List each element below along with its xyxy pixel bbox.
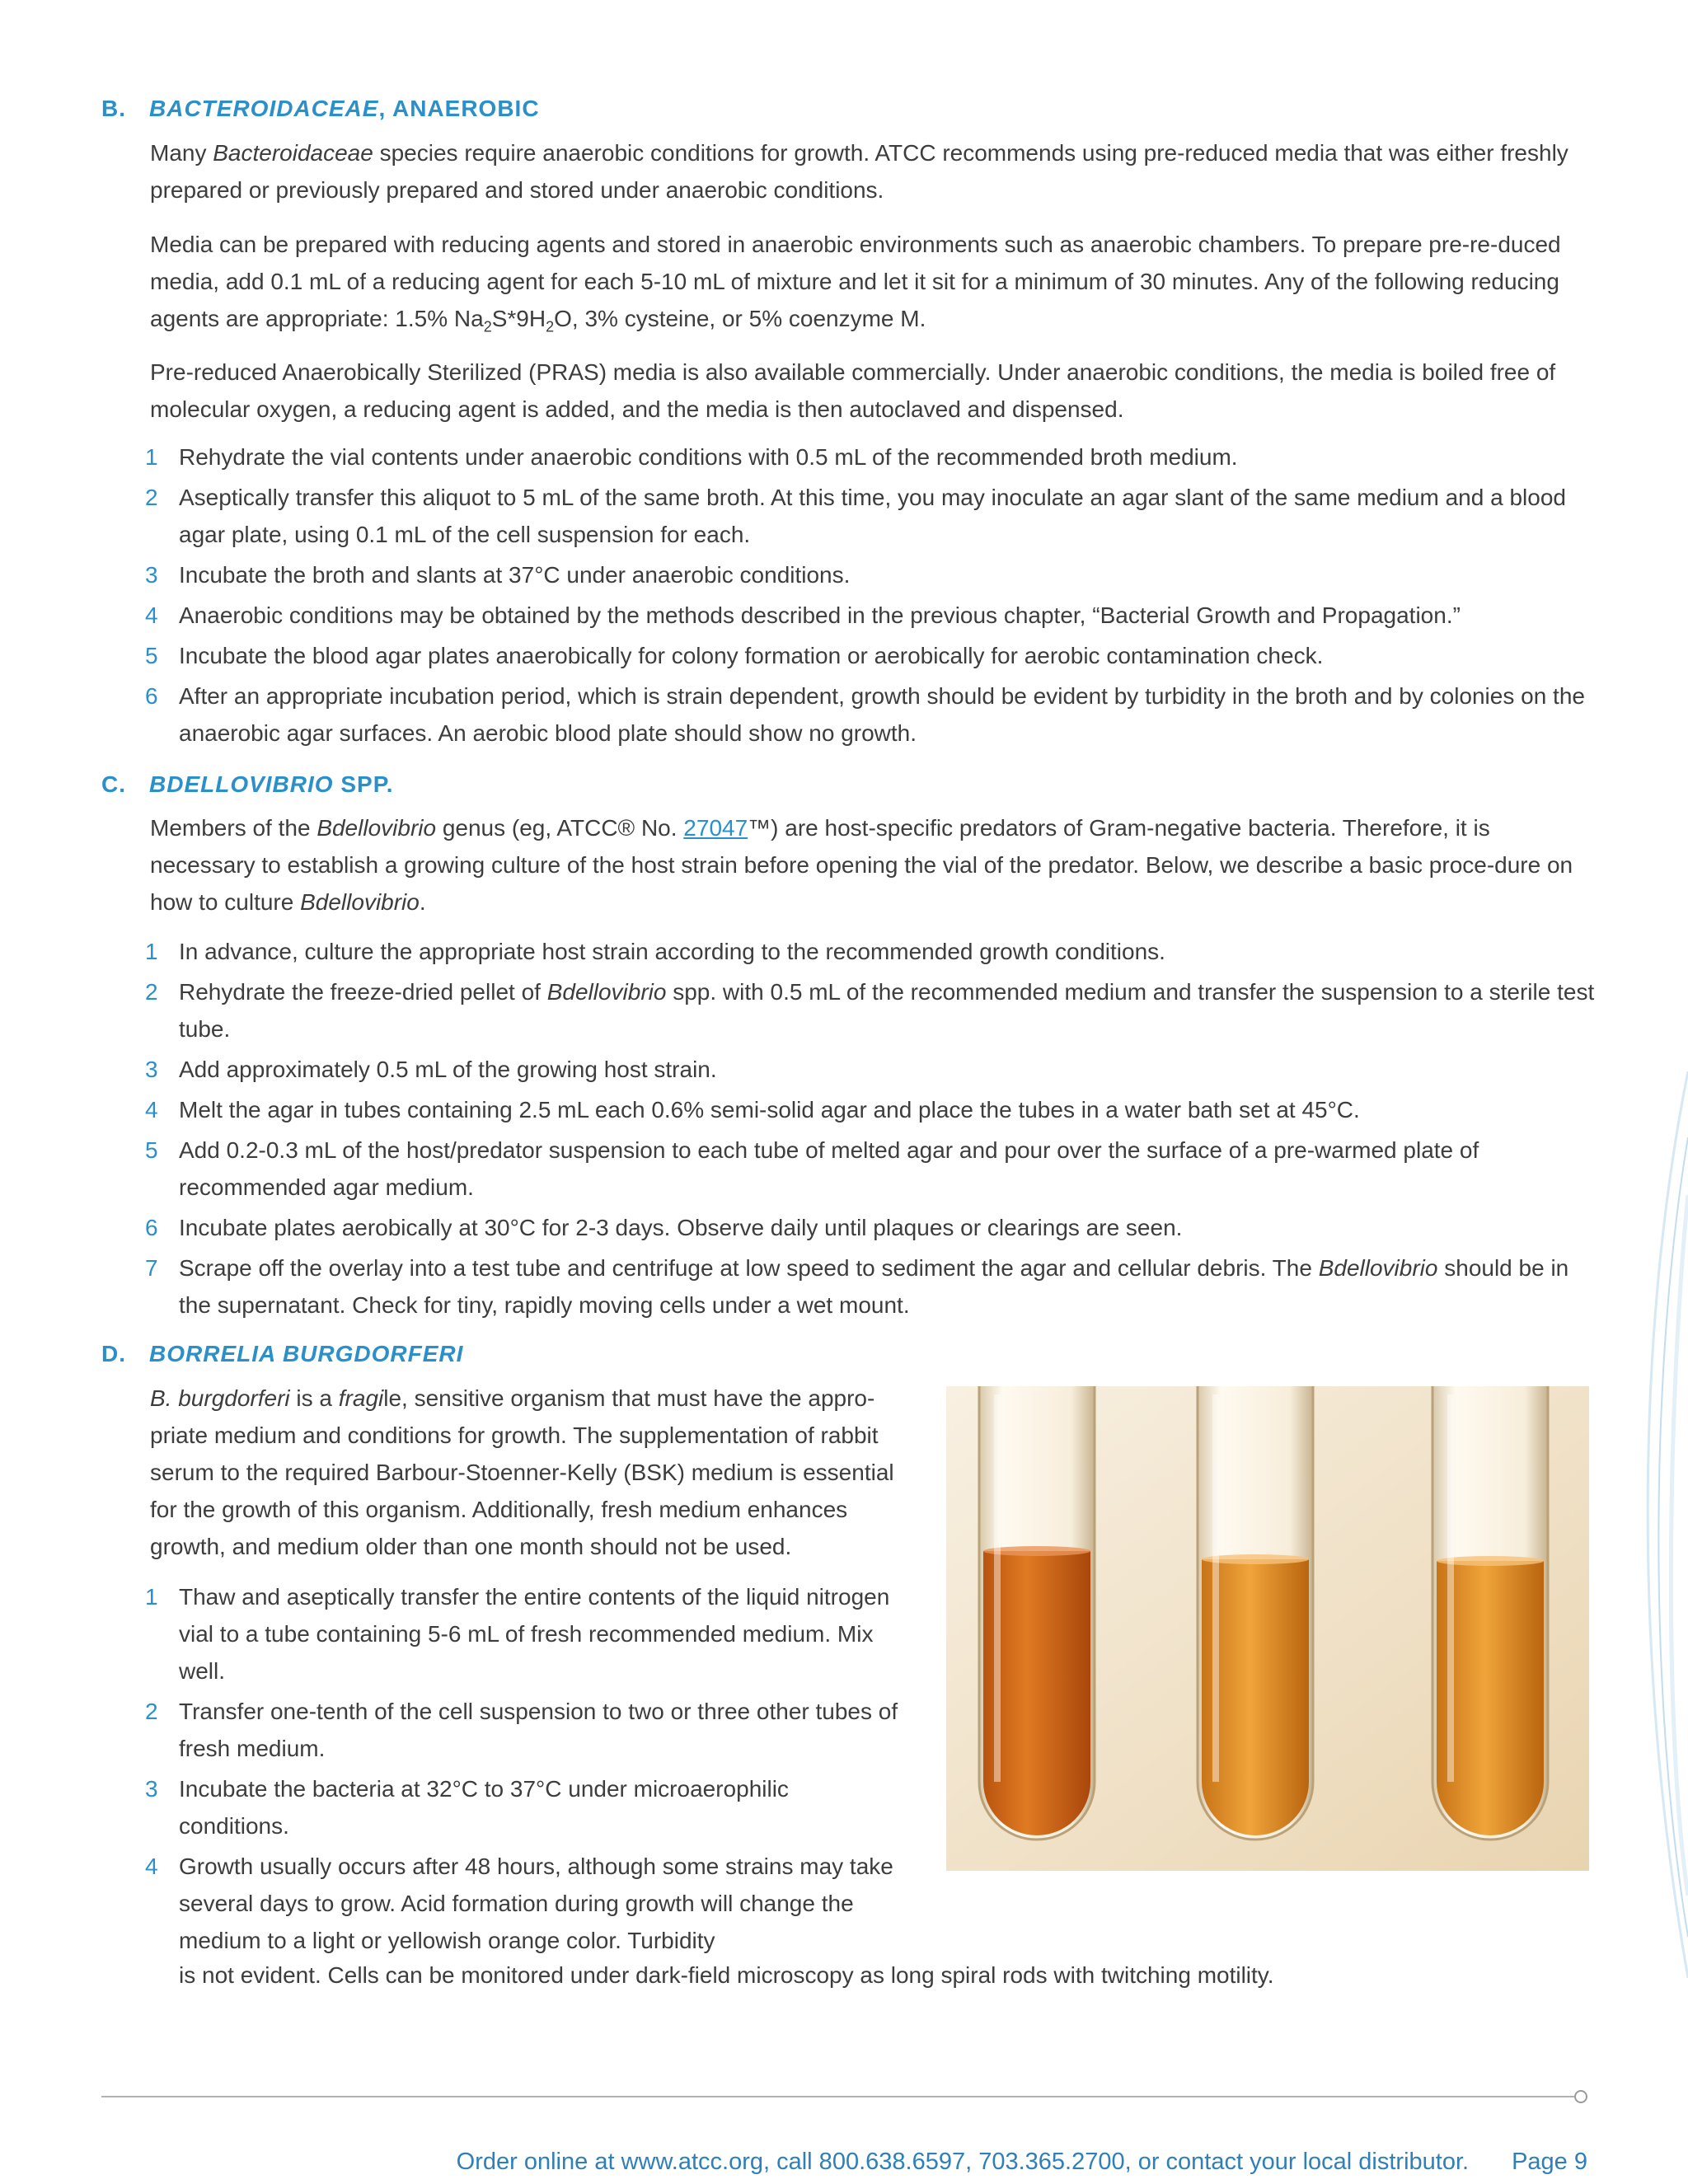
section-b-intro: Many Bacteroidaceae species require anaerobic conditions for growth. ATCC recommends using pre-reduced media that was either freshly prepared or previously prepared and stored under anaerobic conditions. — [150, 140, 1568, 203]
list-item: 2 Transfer one-tenth of the cell suspension to two or three other tubes of fresh medium. — [145, 1699, 898, 1761]
list-item: 1 In advance, culture the appropriate host strain according to the recommended growth conditions. — [145, 939, 1165, 964]
list-item: 1 Thaw and aseptically transfer the entire contents of the liquid nitrogen vial to a tube containing 5-6 mL of fresh recommended medium. Mix well. — [145, 1584, 890, 1684]
section-b-pras: Pre-reduced Anaerobically Sterilized (PRAS) media is also available commercially. Under anaerobic conditions, the media is boiled free of molecular oxygen, a reducing agent is added, and the media is then autoclaved and dispensed. — [150, 359, 1556, 422]
section-d-heading: D. BORRELIA BURGDORFERI — [101, 1341, 464, 1366]
culture-tubes-photo — [946, 1386, 1589, 1871]
list-item: 6 Incubate plates aerobically at 30°C for 2-3 days. Observe daily until plaques or clearings are seen. — [145, 1215, 1183, 1240]
section-c-steps — [145, 933, 1601, 1327]
list-item: 2 Aseptically transfer this aliquot to 5 mL of the same broth. At this time, you may inoculate an agar slant of the same medium and a blood agar plate, using 0.1 mL of the cell suspension for each. — [145, 485, 1566, 547]
list-item: 4 Anaerobic conditions may be obtained by the methods described in the previous chapter, “Bacterial Growth and Propagation.” — [145, 602, 1461, 628]
list-item: 3 Incubate the broth and slants at 37°C under anaerobic conditions. — [145, 562, 851, 588]
atcc-27047-link[interactable]: 27047 — [683, 815, 748, 841]
list-item: 1 Rehydrate the vial contents under anaerobic conditions with 0.5 mL of the recommended broth medium. — [145, 444, 1238, 470]
list-item: 3 Add approximately 0.5 mL of the growing host strain. — [145, 1057, 717, 1082]
section-d-intro: B. burgdorferi is a fragile, sensitive organism that must have the appro-priate medium and conditions for growth. The supplementation of rabbit serum to the required Barbour-Stoenner-Kelly (BSK) medium is essential for the growth of this organism. Additionally, fresh medium enhances growth, and medium older than one month should not be used. — [150, 1385, 894, 1559]
list-item: 5 Add 0.2-0.3 mL of the host/predator suspension to each tube of melted agar and pour over the surface of a pre-warmed plate of recommended agar medium. — [145, 1137, 1479, 1200]
list-item: 5 Incubate the blood agar plates anaerobically for colony formation or aerobically for aerobic contamination check. — [145, 643, 1324, 668]
footer-divider — [101, 2096, 1585, 2097]
footer-contact-text: Order online at www.atcc.org, call 800.638.6597, 703.365.2700, or contact your local distributor. — [456, 2149, 1470, 2175]
section-c-heading: C. BDELLOVIBRIO SPP. — [101, 771, 394, 797]
section-b-reducing-agents: Media can be prepared with reducing agents and stored in anaerobic environments such as anaerobic chambers. To prepare pre-re-duced media, add 0.1 mL of a reducing agent for each 5-10 mL of mixture and let it sit for a minimum of 30 minutes. Any of the following reducing agents are appropriate: 1.5% $Na_2S*9H_2O$, 3% cysteine, or 5% coenzyme M. — [150, 232, 1561, 335]
list-item: 4 Growth usually occurs after 48 hours, although some strains may take several days to grow. Acid formation during growth will change the medium to a light or yellowish orange color. Turbidity — [145, 1854, 893, 1953]
section-c-intro: Members of the Bdellovibrio genus (eg, ATCC® No. 27047™) are host-specific predators of Gram-negative bacteria. Therefore, it is necessary to establish a growing culture of the host strain before opening the vial of the predator. Below, we describe a basic proce-dure on how to culture Bdellovibrio. — [150, 815, 1573, 915]
decorative-wave — [1622, 1071, 1688, 1978]
list-item: 2 Rehydrate the freeze-dried pellet of Bdellovibrio spp. with 0.5 mL of the recommended medium and transfer the suspension to a sterile test tube. — [145, 979, 1595, 1042]
list-item: 6 After an appropriate incubation period, which is strain dependent, growth should be evident by turbidity in the broth and by colonies on the anaerobic agar surfaces. An aerobic blood plate should show no growth. — [145, 683, 1585, 746]
list-item: 3 Incubate the bacteria at 32°C to 37°C under microaerophilic conditions. — [145, 1776, 789, 1839]
test-tubes-illustration — [946, 1386, 1589, 1871]
section-b-heading: B. BACTEROIDACEAE, ANAEROBIC — [101, 96, 540, 121]
section-d-steps — [145, 1578, 903, 1962]
section-b-steps — [145, 438, 1601, 755]
list-item: 7 Scrape off the overlay into a test tube and centrifuge at low speed to sediment the agar and cellular debris. The Bdellovibrio should be in the supernatant. Check for tiny, rapidly moving cells under a wet mount. — [145, 1255, 1569, 1318]
footer-divider-endpoint — [1574, 2090, 1587, 2103]
list-item: 4 Melt the agar in tubes containing 2.5 mL each 0.6% semi-solid agar and place the tubes in a water bath set at 45°C. — [145, 1097, 1360, 1122]
page-number: Page 9 — [1512, 2149, 1587, 2175]
footer — [457, 2149, 1587, 2176]
section-d-step4-continued: is not evident. Cells can be monitored under dark-field microscopy as long spiral rods with twitching motility. — [179, 1962, 1274, 1988]
